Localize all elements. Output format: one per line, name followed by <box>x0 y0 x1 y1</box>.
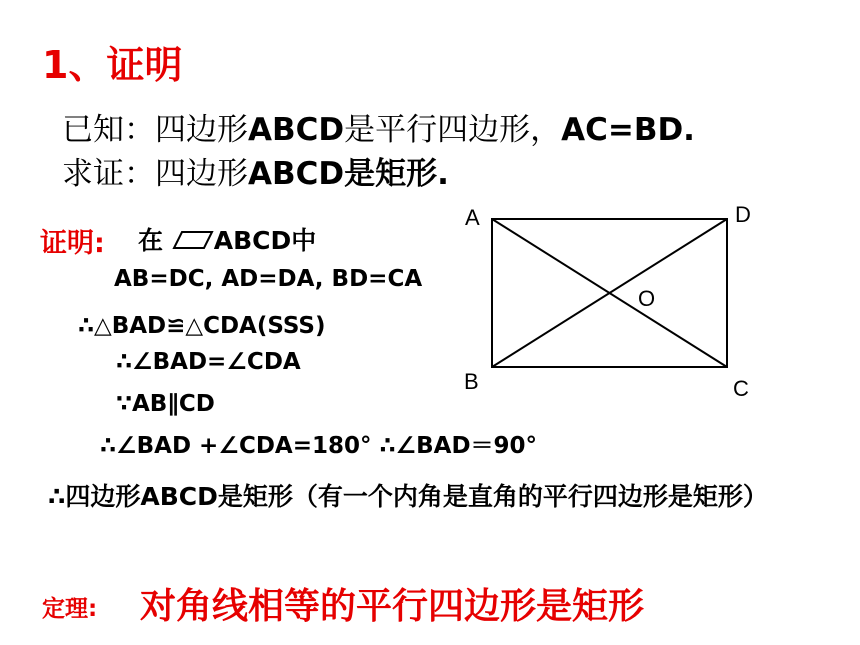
theorem-text: 对角线相等的平行四边形是矩形 <box>140 586 645 627</box>
theorem-label: 定理: <box>42 596 98 622</box>
vertex-label-b: B <box>464 369 479 394</box>
given-prefix: 已知：四边形 <box>62 112 248 148</box>
proof-intro <box>138 221 316 257</box>
prove-abcd: ABCD <box>248 156 345 192</box>
proof-in-suffix: ABCD中 <box>213 226 317 255</box>
vertex-label-d: D <box>735 202 751 227</box>
proof-line-5: ∴∠BAD +∠CDA=180° ∴∠BAD＝90° <box>100 433 538 459</box>
rectangle-diagram <box>455 195 790 410</box>
proof-conclusion: ∴四边形ABCD是矩形（有一个内角是直角的平行四边形是矩形） <box>48 482 768 511</box>
section-heading: 1、证明 <box>42 43 183 87</box>
vertex-label-c: C <box>733 376 749 401</box>
vertex-label-a: A <box>465 205 480 230</box>
proof-line-1: AB=DC, AD=DA, BD=CA <box>114 266 423 292</box>
center-label-o: O <box>638 286 656 311</box>
given-statement <box>62 104 695 149</box>
parallelogram-icon <box>172 229 214 251</box>
given-equation: AC=BD. <box>561 112 695 148</box>
prove-prefix: 求证：四边形 <box>62 156 248 192</box>
proof-label: 证明: <box>40 228 105 259</box>
proof-line-4: ∵AB∥CD <box>116 391 215 417</box>
given-abcd: ABCD <box>248 112 345 148</box>
proof-in-prefix: 在 <box>138 226 164 255</box>
proof-line-3: ∴∠BAD=∠CDA <box>116 349 301 375</box>
given-middle: 是平行四边形， <box>344 112 562 148</box>
prove-suffix: 是矩形. <box>344 156 449 192</box>
proof-line-2: ∴△BAD≌△CDA(SSS) <box>78 313 326 339</box>
prove-statement <box>62 148 449 193</box>
